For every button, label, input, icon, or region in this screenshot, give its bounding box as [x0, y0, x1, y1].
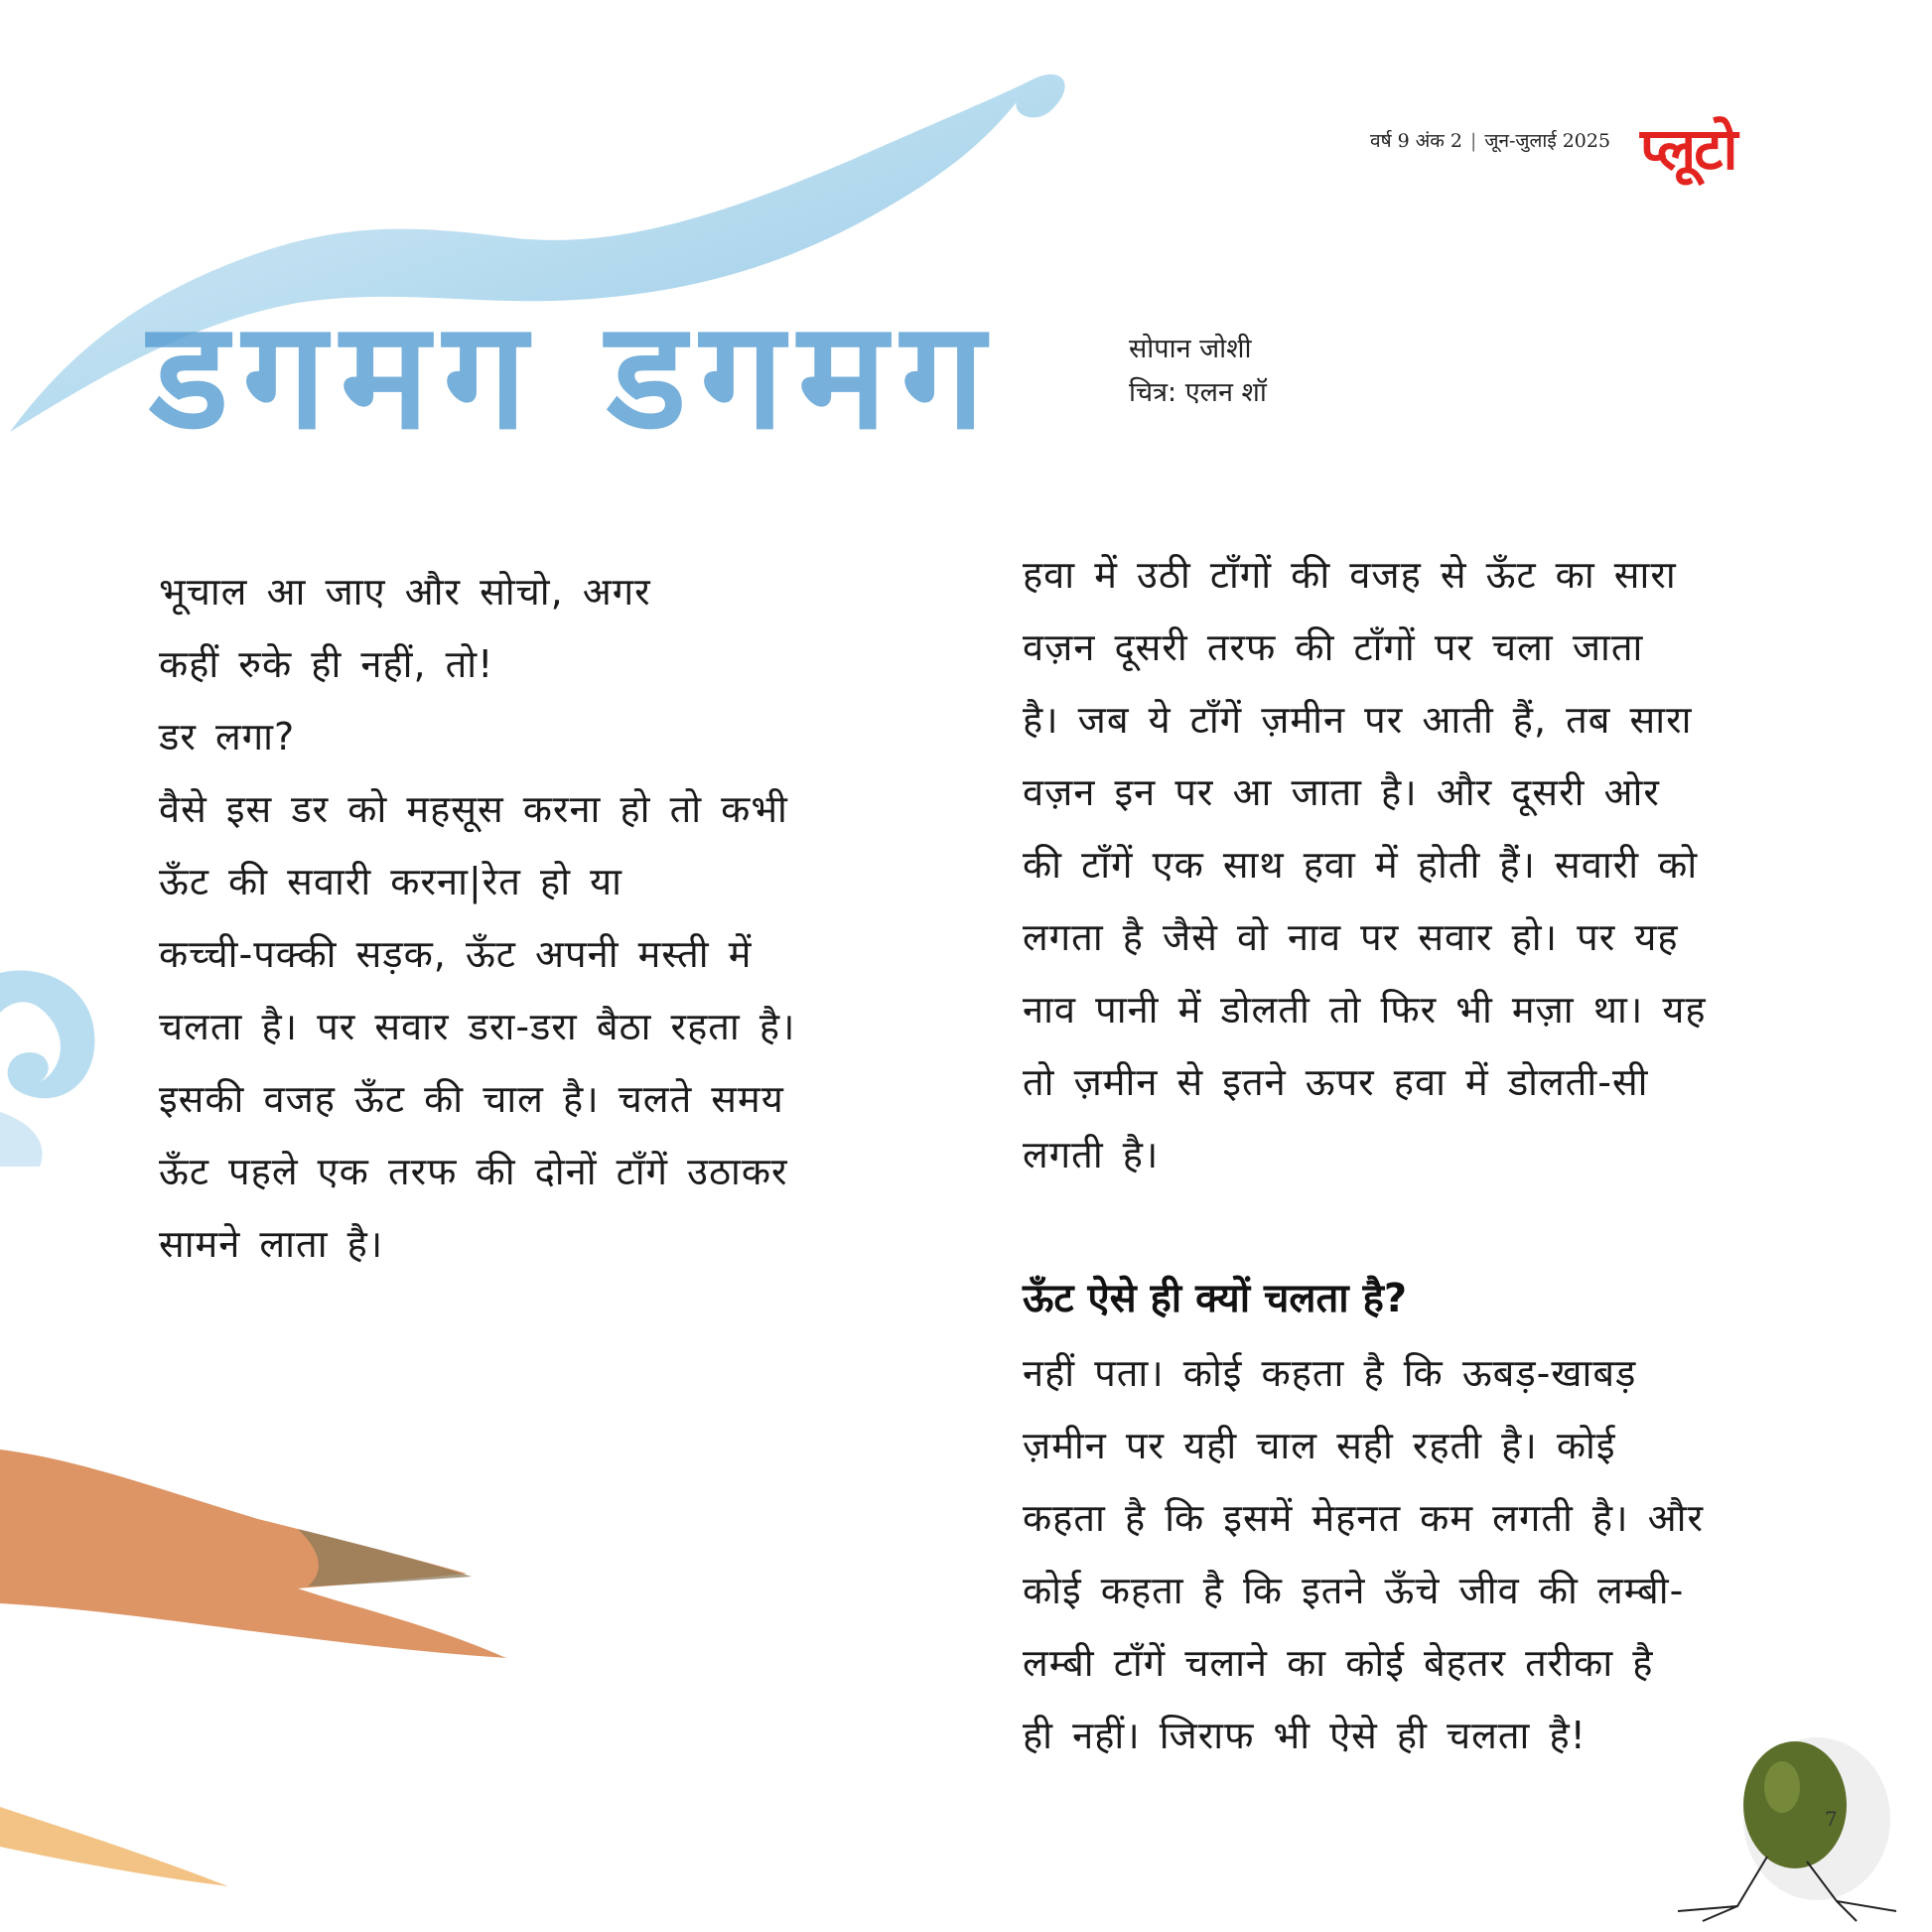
text-line: चलता है। पर सवार डरा-डरा बैठा रहता है।	[159, 1005, 796, 1048]
page-number: 7	[1825, 1807, 1838, 1831]
text-line: लगता है जैसे वो नाव पर सवार हो। पर यह	[1023, 915, 1679, 959]
article-left-column	[159, 556, 913, 1281]
text-line: ज़मीन पर यही चाल सही रहती है। कोई	[1023, 1424, 1616, 1467]
text-line: कहता है कि इसमें मेहनत कम लगती है। और	[1023, 1496, 1704, 1540]
section-subheading: ऊँट ऐसे ही क्यों चलता है?	[1023, 1276, 1408, 1321]
issue-volume: वर्ष 9 अंक 2	[1370, 130, 1462, 152]
byline	[1129, 328, 1267, 415]
bean-character-illustration	[1648, 1708, 1932, 1932]
text-line: है। जब ये टाँगें ज़मीन पर आती हैं, तब सारा	[1023, 698, 1693, 742]
author-name: सोपान जोशी	[1129, 334, 1252, 364]
text-line: इसकी वजह ऊँट की चाल है। चलते समय	[159, 1077, 784, 1121]
text-line: ऊँट पहले एक तरफ की दोनों टाँगें उठाकर	[159, 1150, 788, 1193]
text-line: हवा में उठी टाँगों की वजह से ऊँट का सारा	[1023, 553, 1677, 597]
text-line: नहीं पता। कोई कहता है कि ऊबड़-खाबड़	[1023, 1351, 1637, 1395]
text-line: सामने लाता है।	[159, 1222, 384, 1266]
camel-leg-illustration	[0, 1410, 556, 1926]
text-line: वज़न दूसरी तरफ की टाँगों पर चला जाता	[1023, 625, 1644, 669]
text-line: वैसे इस डर को महसूस करना हो तो कभी	[159, 787, 788, 831]
text-line: ही नहीं। जिराफ भी ऐसे ही चलता है!	[1023, 1714, 1587, 1757]
bean-body	[1743, 1741, 1847, 1868]
text-line: डर लगा?	[159, 715, 296, 759]
text-line: ऊँट की सवारी करना|रेत हो या	[159, 860, 623, 903]
text-line: वज़न इन पर आ जाता है। और दूसरी ओर	[1023, 770, 1660, 814]
text-line: लगती है।	[1023, 1133, 1160, 1176]
article-title: डगमग डगमग	[149, 288, 999, 463]
article-right-column-top	[1023, 539, 1817, 1191]
camel-hoof	[298, 1529, 472, 1587]
text-line: कोई कहता है कि इतने ऊँचे जीव की लम्बी-	[1023, 1569, 1685, 1612]
text-line: कहीं रुके ही नहीं, तो!	[159, 642, 494, 686]
illustrator-credit: चित्र: एलन शॉ	[1129, 377, 1267, 408]
issue-date: जून-जुलाई 2025	[1484, 130, 1611, 152]
text-line: कच्ची-पक्की सड़क, ऊँट अपनी मस्ती में	[159, 932, 753, 976]
camel-leg-lower	[0, 1807, 228, 1886]
magazine-logo: प्लूटो	[1640, 115, 1736, 183]
text-line: तो ज़मीन से इतने ऊपर हवा में डोलती-सी	[1023, 1060, 1649, 1104]
camel-leg-upper	[0, 1449, 506, 1658]
text-line: भूचाल आ जाए और सोचो, अगर	[159, 570, 651, 614]
issue-separator: |	[1469, 130, 1477, 152]
issue-info	[1370, 127, 1610, 153]
text-line: नाव पानी में डोलती तो फिर भी मज़ा था। यह	[1023, 988, 1707, 1032]
text-line: की टाँगें एक साथ हवा में होती हैं। सवारी को	[1023, 843, 1699, 887]
text-line: लम्बी टाँगें चलाने का कोई बेहतर तरीका है	[1023, 1641, 1654, 1685]
blue-swirl-illustration	[0, 933, 119, 1172]
